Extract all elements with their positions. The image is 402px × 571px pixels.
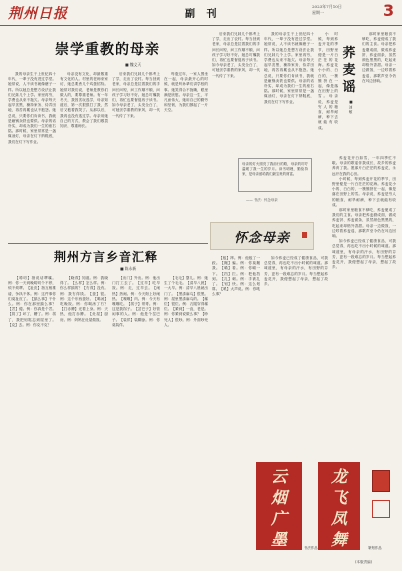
date-text: 2023年7月10日 xyxy=(312,4,342,9)
article2-byline: ■ 陈永新 xyxy=(120,266,137,271)
poem-box xyxy=(238,158,312,192)
page-number: 3 xyxy=(383,1,395,20)
article2-column-4: 【毛毛】婴儿。例：她生了个毛毛。【清早八晨】一大早。例：清早八晨就出门了。【黑漆麻乌】很黑。例：屋里黑漆麻乌的。【稀烂】很烂。例：衣服穿得稀烂。【紧到】一直，老是。例：你紧到说做么事？【吵死人】很吵。例：外面吵死人。 xyxy=(164,276,208,327)
right-column-1: 小时候，每到荞麦开花的季节，田野里便是一片白茫茫的花海。荞麦花小小的、白白的，一簇簇挤在一起，像是落在田野上的雪。母亲说，荞麦是穷人的粮食，耐旱耐瘠，种下去就能有收成。 xyxy=(318,32,338,130)
masthead xyxy=(0,0,402,26)
middle-column-1: 后来我们兄妹几个都考上了学，走出了农村。每当回到老家，母亲总是拉着我们的手问长问短，问工作顺不顺，问孩子学习好不好。她总叮嘱我们，再忙也要督促孩子读书。如今母亲老了，头发全白了，可她崇学重教的家风，却一代一代传了下来。 xyxy=(212,32,260,78)
right-column-4: 荞麦花开白如雪，一年四季忙不歇。母亲的歌谣伴我成长，故乡的荞麦养育了我。愿那片白茫茫的荞麦花，永远开在我的心田。 小时候，每到荞麦开花的季节，田野里便是一片白茫茫的花海。荞麦花小小的、白白的，一簇簇挤在一起，像是落在田野上的雪。母亲说，荞麦是穷人的粮食，耐旱耐瘠，种下去就能有收成。 那时家里粮食不够吃，荞麦便成了我们的主食。母亲把荞麦磨成面，做成荞麦饼、荞麦面条，虽然颜色黑黑的，吃起来却格外香甜。母亲一边做饭，一边哼着荞麦谣，那歌声至今仍在耳边回响。 如今荞麦已经成了健康食品，可我总觉得，再也吃不出小时候的味道。那味道里，有母亲的汗水，有田野的芬芳，更有一段难忘的岁月。每当想起荞麦花开，我便想起了母亲，想起了故乡。 xyxy=(332,156,396,270)
editor-note: (本版责编) xyxy=(355,560,373,564)
right-column-3: 如今荞麦已经成了健康食品，可我总觉得，再也吃不出小时候的味道。那味道里，有母亲的汗水，有田野的芬芳，更有一段难忘的岁月。每当想起荞麦花开，我便想起了母亲，想起了故乡。 xyxy=(264,256,328,287)
right-column-2: 那时家里粮食不够吃，荞麦便成了我们的主食。母亲把荞麦磨成面，做成荞麦饼、荞麦面条，虽然颜色黑黑的，吃起来却格外香甜。母亲一边做饭，一边哼着荞麦谣，那歌声至今仍在耳边回响。 xyxy=(362,32,396,83)
poem-credit: —— 书法：怀念母亲 xyxy=(246,198,278,202)
weekday-text: 星期一 xyxy=(312,10,324,15)
article1-column-3: 后来我们兄妹几个都考上了学，走出了农村。每当回到老家，母亲总是拉着我们的手问长问短，问工作顺不顺，问孩子学习好不好。她总叮嘱我们，再忙也要督促孩子读书。如今母亲老了，头发全白了，可她崇学重教的家风，却一代一代传了下来。 xyxy=(112,72,160,118)
article1-column-1: 我的母亲生于上世纪四十年代，一辈子没有进过学堂。她常说，人不读书就像瞎子一样。所以她总是想方设法让我们兄妹几个上学。家里再穷，学费也从来不拖欠。母亲每天起早贪黑，操持家务、侍弄田地，再苦再累也从不抱怨。她总说，只要你们肯读书，我就是砸锅卖铁也要供。母亲的话朴实，却成为我们一生的座右铭。那时候，家里常常是一盏煤油灯，母亲在灯下纳鞋底，我们在灯下写作业。 xyxy=(8,72,56,144)
artwork-2-text: 龙 飞 凤 舞 xyxy=(330,467,347,549)
divider xyxy=(8,243,208,244)
article2-column-1: 【唠叨】指说话啰嗦。例：你一天到晚唠叨个不停，烦不烦啰。【扯皮】指互相推诿，争执不休。例：这件事你们莫扯皮了。【搞么事】干什么。例：你在那里搞么事？【苕】傻。例：你真是个苕。【拐了】坏了，糟了。例：拐了，我把钥匙忘到屋里了。【克】去。例：你克不克？ xyxy=(8,276,56,327)
dateline xyxy=(312,4,382,16)
article2-title: 荆州方言乡音汇释 xyxy=(54,250,159,264)
article1-title: 崇学重教的母亲 xyxy=(55,42,160,58)
artwork-caption-2: 篆刻作品 xyxy=(368,546,382,550)
calligraphy-artwork-1 xyxy=(256,462,302,550)
seal-outline xyxy=(372,500,390,518)
right-article-title: 荞 麦 谣 xyxy=(342,46,356,95)
article2-column-5: 【板】摔。例：他板了一跤。【撮】骗。例：你莫撮我。【瞄】看。例：你瞄一下。【挡】拦。例：把他挡到。【扎】刺。例：手被扎了。【划】快。例：这么划算。【吼】大声说。例：你吼么事？ xyxy=(212,256,260,297)
section-title: 副 刊 xyxy=(185,9,221,20)
article2-column-3: 【出门】外出。例：他出门打工去了。【过早】吃早饭。例：走，过早去。【闹热】热闹。例：今天街上好闹热。【嘎嘎】肉。例：今天有嘎嘎吃。【拐子】哥哥。例：这是我拐子。【岔巴子】好管闲事的人。例：他是个岔巴子。【装佯】装糊涂。例：你莫装佯。 xyxy=(112,276,160,327)
calligraphy-artwork-2 xyxy=(318,462,360,550)
calligraphy-text: 怀念母亲 xyxy=(233,230,290,246)
calligraphy-image xyxy=(210,222,314,250)
article2-column-2: 【晓得】知道。例：我晓得了。【么样】怎么样。例：你么样搞的？【冇得】没有。例：我冇得钱。【蛮】很。例：这个东西蛮好。【喝汤】吃晚饭。例：你喝汤了冇？【打赤膊】光着上身。例：天热，他打赤膊。【灶屋】厨房。例：妈妈在灶屋做饭。 xyxy=(60,276,108,322)
article1-column-4: 每逢过年，一家人围坐在一起，母亲最开心的时候，就是听孙辈们讲学校的事。她笑得合不拢嘴，眼里满是欣慰。母亲这一生，平凡而伟大，她用自己的勤劳和坚韧，为我们撑起了一片天空。 xyxy=(164,72,208,113)
artwork-1-text: 云 烟 广 墨 xyxy=(270,467,287,549)
middle-column-2: 我的母亲生于上世纪四十年代，一辈子没有进过学堂。她常说，人不读书就像瞎子一样。所以她总是想方设法让我们兄妹几个上学。家里再穷，学费也从来不拖欠。母亲每天起早贪黑，操持家务、侍弄田地，再苦再累也从不抱怨。她总说，只要你们肯读书，我就是砸锅卖铁也要供。母亲的话朴实，却成为我们一生的座右铭。那时候，家里常常是一盏煤油灯，母亲在灯下纳鞋底，我们在灯下写作业。 xyxy=(264,32,314,104)
artwork-caption-1: 书法作品 xyxy=(304,546,318,550)
article1-column-2: 母亲没有文化，却最敬重有文化的人。村里的老师来家访，她总要煮几个鸡蛋招待。她常对我们说，老师是教你们做人的，要尊重老师。有一年冬天，我因贪玩逃学，母亲知道后，第一次狠狠打了我，然后又抱着我哭了。从那以后，我再也没有逃过学。母亲用她自己的方式，教会了我们敬畏知识、尊重师长。 xyxy=(60,72,108,129)
right-article-byline: ■ 刘 敏 xyxy=(349,100,353,114)
article1-byline: ■ 魏义天 xyxy=(125,62,142,67)
seal-stamp xyxy=(372,470,390,492)
calligraphy-seal xyxy=(302,232,307,238)
poem-text: 母亲的灯火照亮了我前行的路，母亲的叮咛温暖了我一生的岁月。读书明理，勤俭持家，是母亲留给我们最宝贵的财富。 xyxy=(242,162,308,176)
newspaper-logo: 荆州日报 xyxy=(8,6,68,22)
